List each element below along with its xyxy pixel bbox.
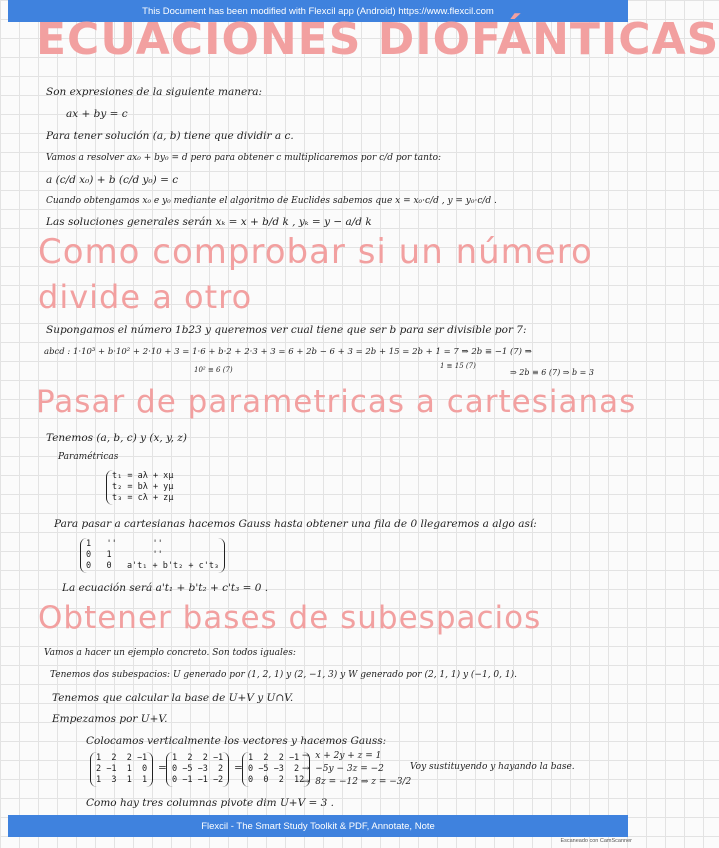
s4-line-5: Colocamos verticalmente los vectores y hacemos Gauss: bbox=[86, 735, 387, 747]
s4-line-7: Como hay tres columnas pivote dim U+V = 3 . bbox=[86, 797, 335, 809]
top-banner-text: This Document has been modified with Flexcil app (Android) https://www.flexcil.com bbox=[142, 5, 494, 17]
s1-line-1: Son expresiones de la siguiente manera: bbox=[46, 86, 263, 98]
title-parametricas-cartesianas: Pasar de parametricas a cartesianas bbox=[36, 384, 637, 420]
s1-line-3: Para tener solución (a, b) tiene que dividir a c. bbox=[46, 130, 294, 142]
s1-line-2: ax + by = c bbox=[66, 108, 128, 120]
bottom-banner-text: Flexcil - The Smart Study Toolkit & PDF, Annotate, Note bbox=[201, 820, 435, 832]
s2-note-3: ⇒ 2b ≡ 6 (7) ⇒ b = 3 bbox=[510, 368, 594, 377]
s4-line-3: Tenemos que calcular la base de U+V y U∩V. bbox=[52, 692, 294, 704]
s3-line-2: Paramétricas bbox=[58, 452, 119, 462]
gauss-matrix-example: 1 '' '' 0 1 '' 0 0 a't₁ + b't₂ + c't₃ bbox=[80, 538, 225, 573]
parametric-system: t₁ = aλ + xμ t₂ = bλ + yμ t₃ = cλ + zμ bbox=[106, 470, 178, 505]
bottom-banner bbox=[8, 815, 628, 837]
scanner-note: Escaneado con CamScanner bbox=[560, 838, 632, 844]
s2-line-2: abcd : 1·10³ + b·10² + 2·10 + 3 = 1·6 + b·2 + 2·3 + 3 = 6 + 2b − 6 + 3 = 2b + 15 = 2b + 1 = 7 ⇒ 2b ≡ −1 (7) ⇒ bbox=[44, 347, 532, 357]
s4-line-4: Empezamos por U+V. bbox=[52, 713, 168, 725]
matrix-step-3: 1 2 2 −1 0 −5 −3 2 0 0 2 12 bbox=[242, 752, 310, 787]
s3-line-4: La ecuación será a't₁ + b't₂ + c't₃ = 0 . bbox=[62, 582, 269, 594]
title-comprobar-divide-1: Como comprobar si un número bbox=[38, 232, 593, 272]
equals-1: = bbox=[158, 762, 167, 774]
s3-line-3: Para pasar a cartesianas hacemos Gauss hasta obtener una fila de 0 llegaremos a algo así: bbox=[54, 518, 537, 530]
s1-line-4: Vamos a resolver ax₀ + by₀ = d pero para obtener c multiplicaremos por c/d por tanto: bbox=[46, 153, 442, 163]
s1-line-7: Las soluciones generales serán xₖ = x + b/d k , yₖ = y − a/d k bbox=[46, 216, 372, 228]
title-bases-subespacios: Obtener bases de subespacios bbox=[38, 600, 542, 636]
s4-line-1: Vamos a hacer un ejemplo concreto. Son todos iguales: bbox=[44, 648, 296, 658]
s2-note-1: 10² ≡ 6 (7) bbox=[194, 366, 233, 374]
s4-line-6: Voy sustituyendo y hayando la base. bbox=[410, 762, 575, 772]
title-comprobar-divide-2: divide a otro bbox=[38, 278, 253, 316]
title-ecuaciones-diofanticas: ECUACIONES DIOFÁNTICAS bbox=[36, 14, 719, 65]
s4-line-2: Tenemos dos subespacios: U generado por (1, 2, 1) y (2, −1, 3) y W generado por (2, 1, 1) y (−1, 0, 1). bbox=[50, 670, 517, 680]
s2-note-2: 1 ≡ 15 (7) bbox=[440, 362, 476, 370]
s1-line-6: Cuando obtengamos x₀ e y₀ mediante el algoritmo de Euclides sabemos que x = x₀·c/d , y = y₀·c/d . bbox=[46, 196, 497, 206]
gauss-equations: → x + 2y + z = 1 → −5y − 3z = −2 → 8z = −12 ⇒ z = −3/2 bbox=[302, 751, 412, 787]
s2-line-1: Supongamos el número 1b23 y queremos ver cual tiene que ser b para ser divisible por 7: bbox=[46, 324, 527, 336]
s3-line-1: Tenemos (a, b, c) y (x, y, z) bbox=[46, 432, 187, 444]
matrix-step-2: 1 2 2 −1 0 −5 −3 2 0 −1 −1 −2 bbox=[166, 752, 229, 787]
matrix-step-1: 1 2 2 −1 2 −1 1 0 1 3 1 1 bbox=[90, 752, 153, 787]
s1-line-5: a (c/d x₀) + b (c/d y₀) = c bbox=[46, 174, 179, 186]
equals-2: = bbox=[234, 762, 243, 774]
